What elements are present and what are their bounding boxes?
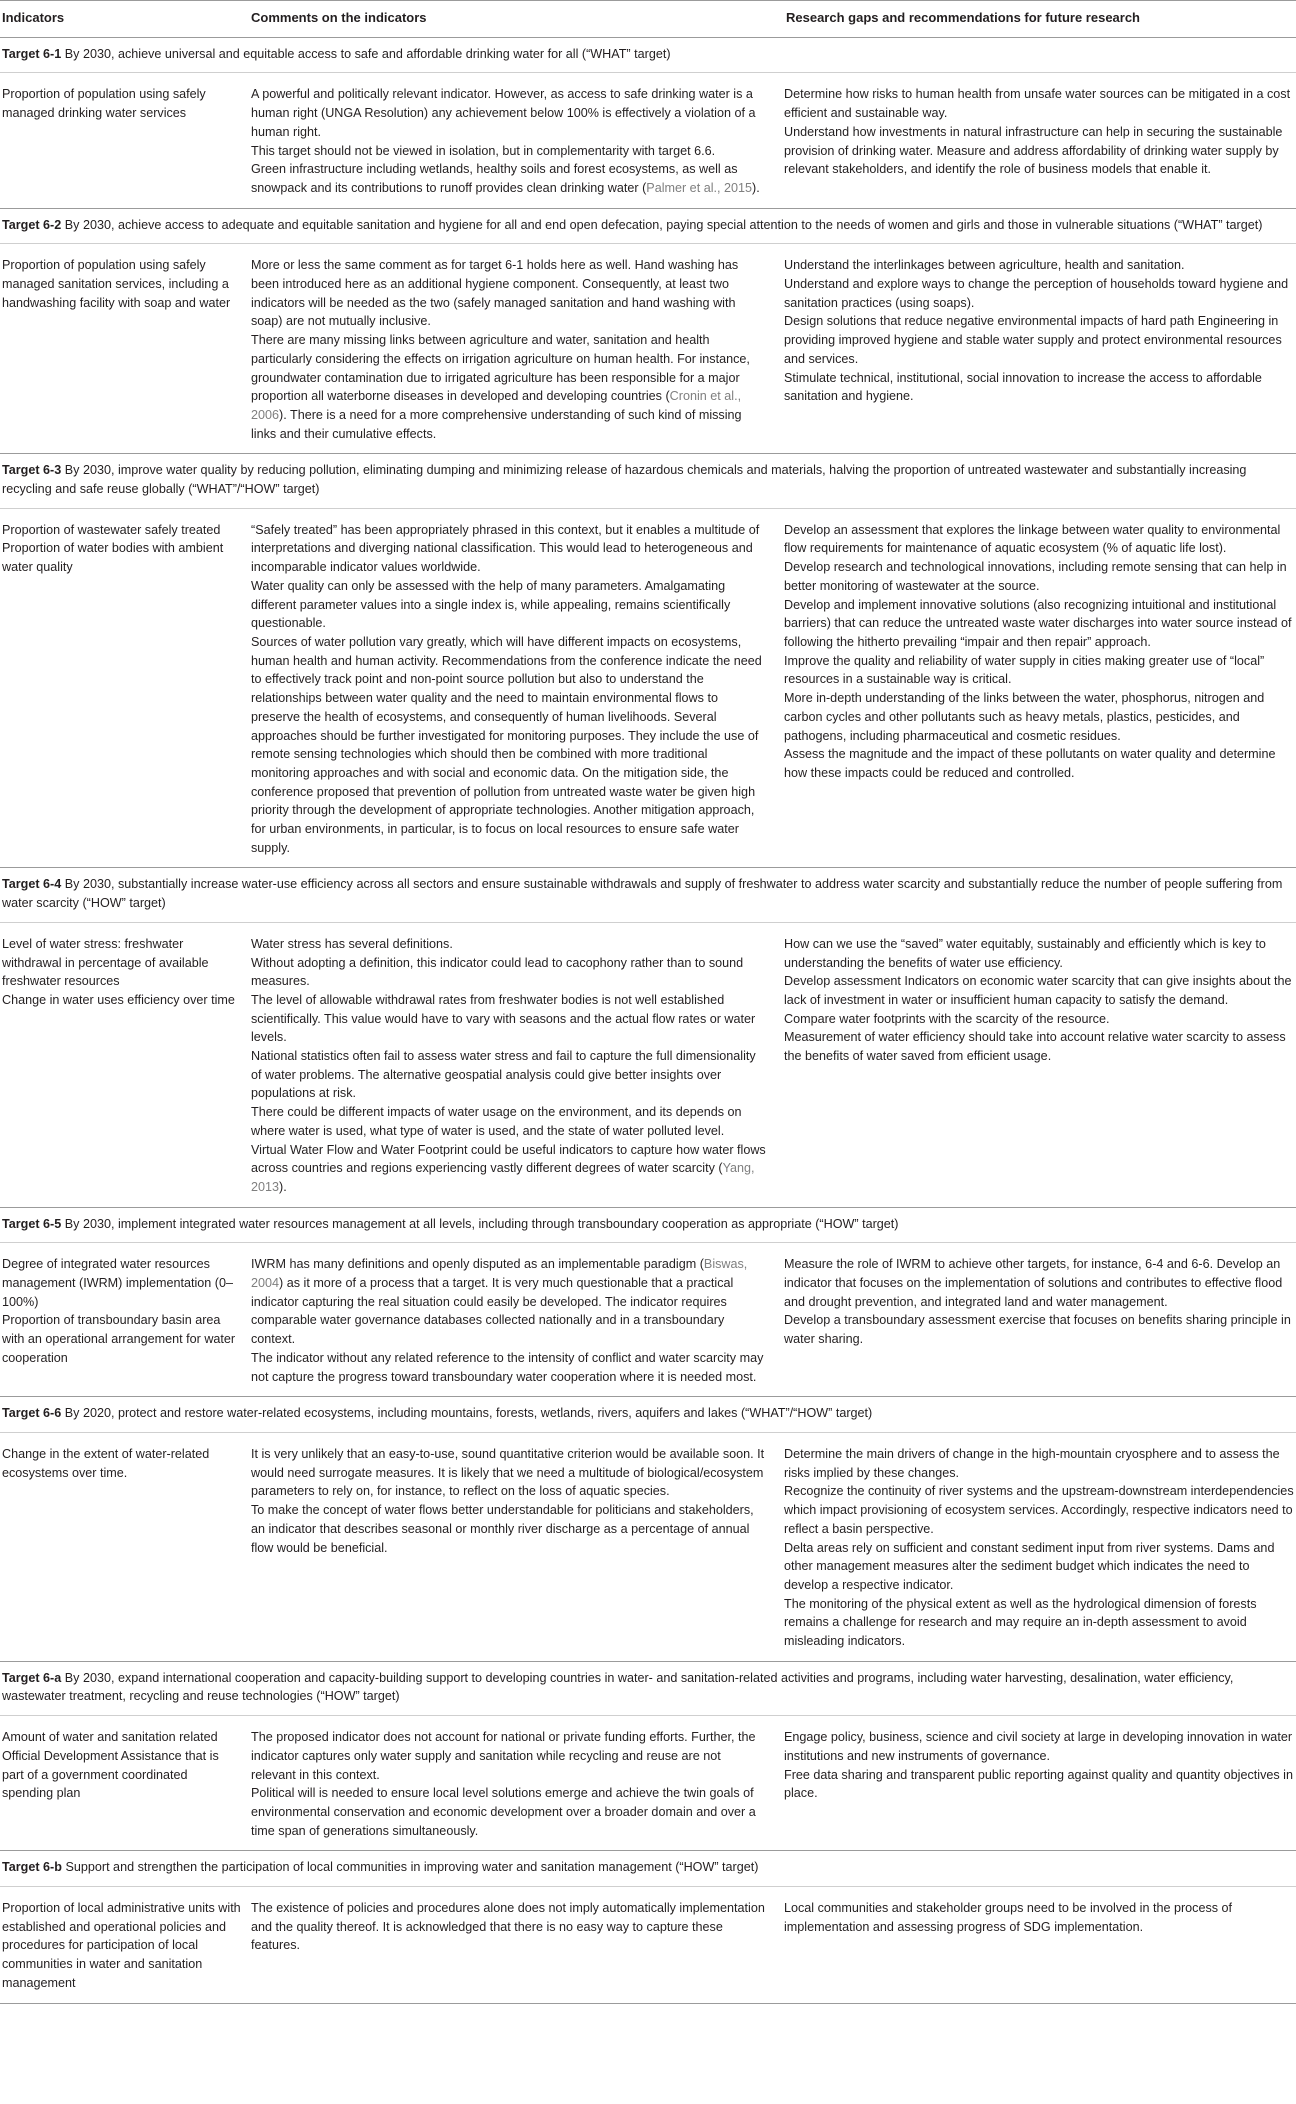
target-heading — [0, 208, 1296, 244]
table-row — [0, 1243, 1296, 1397]
target-label: Target 6-6 — [2, 1406, 62, 1421]
research-paragraph: Understand the interlinkages between agriculture, health and sanitation. — [784, 258, 1185, 273]
target-label: Target 6-2 — [2, 217, 62, 232]
comment-paragraph: There are many missing links between agriculture and water, sanitation and health particularly considering the effects on irrigation agriculture on human health. For instance, groundwater contamination due to irrigated agriculture has been responsible for a major proportion all waterborne diseases in developed and developing countries (Cronin et al., 2006). There is a need for a more comprehensive understanding of such kind of missing links and their cumulative effects. — [251, 333, 750, 441]
research-paragraph: Develop research and technological innovations, including remote sensing that can help in better monitoring of wastewater at the source. — [784, 560, 1287, 593]
citation-link[interactable]: Biswas, 2004 — [251, 1257, 748, 1291]
indicator-text: Proportion of population using safely managed sanitation services, including a handwashing facility with soap and water — [2, 258, 231, 310]
indicator-cell — [0, 508, 251, 868]
indicator-cell — [0, 1887, 251, 2004]
comments-cell — [251, 1433, 784, 1662]
research-paragraph: Stimulate technical, institutional, social innovation to increase the access to affordable sanitation and hygiene. — [784, 370, 1262, 404]
comment-paragraph: Without adopting a definition, this indicator could lead to cacophony rather than to sound measures. — [251, 955, 744, 989]
research-paragraph: Measure the role of IWRM to achieve other targets, for instance, 6-4 and 6-6. Develop an indicator that focuses on the implementation of solutions and contributes to effective flood and drought prevention, and integrated land and water management. — [784, 1257, 1283, 1309]
target-heading — [0, 1207, 1296, 1243]
table-row — [0, 508, 1296, 868]
comments-cell — [251, 1716, 784, 1851]
comment-paragraph: Water stress has several definitions. — [251, 936, 453, 951]
research-paragraph: Develop assessment Indicators on economic water scarcity that can give insights about the lack of investment in water or insufficient human capacity to satisfy the demand. — [784, 974, 1292, 1007]
table-row — [0, 922, 1296, 1207]
comments-cell — [251, 1887, 784, 2004]
target-row — [0, 1851, 1296, 1887]
indicator-text: Change in water uses efficiency over time — [2, 992, 235, 1007]
indicator-text: Proportion of wastewater safely treated Proportion of water bodies with ambient water quality — [2, 522, 224, 575]
comment-paragraph: “Safely treated” has been appropriately phrased in this context, but it enables a multitude of interpretations and diverging national classification. This would lead to heterogeneous and incomparable indicator values worldwide. — [251, 522, 760, 575]
target-text: By 2030, improve water quality by reducing pollution, eliminating dumping and minimizing release of hazardous chemicals and materials, halving the proportion of untreated wastewater and substantially increasing recycling and safe reuse globally (“WHAT”/“HOW” target) — [2, 463, 1247, 497]
comment-paragraph: The existence of policies and procedures alone does not imply automatically implementation and the quality thereof. It is acknowledged that there is no easy way to capture these features. — [251, 1901, 765, 1953]
table-row — [0, 1887, 1296, 2004]
indicator-text: Proportion of transboundary basin area with an operational arrangement for water cooperation — [2, 1313, 236, 1365]
target-label: Target 6-a — [2, 1670, 62, 1685]
table-row — [0, 244, 1296, 454]
target-row — [0, 1207, 1296, 1243]
target-heading — [0, 1397, 1296, 1433]
target-label: Target 6-5 — [2, 1216, 62, 1231]
research-paragraph: Measurement of water efficiency should take into account relative water scarcity to assess the benefits of water saved from efficient usage. — [784, 1030, 1286, 1064]
research-paragraph: Understand how investments in natural infrastructure can help in securing the sustainable provision of drinking water. Measure and address affordability of drinking water supply by relevant stakeholders, and identify the role of business models that enable it. — [784, 124, 1283, 177]
table-row — [0, 1433, 1296, 1662]
research-paragraph: Determine the main drivers of change in the high-mountain cryosphere and to assess the risks implied by these changes. — [784, 1447, 1280, 1480]
target-text: By 2020, protect and restore water-related ecosystems, including mountains, forests, wetlands, rivers, aquifers and lakes (“WHAT”/“HOW” target) — [64, 1406, 873, 1421]
target-label: Target 6-b — [2, 1860, 62, 1875]
indicator-text: Degree of integrated water resources management (IWRM) implementation (0–100%) — [2, 1257, 233, 1309]
research-paragraph: Free data sharing and transparent public reporting against quality and quantity objectives in place. — [784, 1767, 1293, 1801]
comment-paragraph: A powerful and politically relevant indicator. However, as access to safe drinking water is a human right (UNGA Resolution) any achievement below 100% is effectively a violation of a human right. — [251, 87, 756, 139]
comment-paragraph: IWRM has many definitions and openly disputed as an implementable paradigm (Biswas, 2004) as it more of a process that a target. It is very much questionable that a practical indicator capturing the real situation could easily be developed. The indicator requires comparable water governance databases collected nationally and in a transboundary context. — [251, 1257, 748, 1347]
research-paragraph: Develop a transboundary assessment exercise that focuses on benefits sharing principle in water sharing. — [784, 1313, 1291, 1347]
target-row — [0, 1397, 1296, 1433]
header-comments: Comments on the indicators — [251, 1, 784, 38]
table-row — [0, 1716, 1296, 1851]
research-cell — [784, 922, 1296, 1207]
research-paragraph: Local communities and stakeholder groups need to be involved in the process of implementation and assessing progress of SDG implementation. — [784, 1901, 1233, 1934]
comment-paragraph: Green infrastructure including wetlands, healthy soils and forest ecosystems, as well as snowpack and its contributions to runoff provides clean drinking water (Palmer et al., 2015). — [251, 162, 760, 195]
comment-paragraph: More or less the same comment as for target 6-1 holds here as well. Hand washing has been introduced here as an additional hygiene component. Consequently, at least two indicators will be needed as the two (safely managed sanitation and hand washing with soap) are not mutually inclusive. — [251, 258, 739, 329]
comments-cell — [251, 922, 784, 1207]
research-paragraph: Determine how risks to human health from unsafe water sources can be mitigated in a cost efficient and sustainable way. — [784, 87, 1291, 121]
target-row — [0, 868, 1296, 922]
indicator-cell — [0, 1433, 251, 1662]
target-text: By 2030, substantially increase water-use efficiency across all sectors and ensure sustainable withdrawals and supply of freshwater to address water scarcity and substantially reduce the number of people suffering from water scarcity (“HOW” target) — [2, 877, 1283, 911]
header-research: Research gaps and recommendations for future research — [784, 1, 1296, 38]
citation-link[interactable]: Yang, 2013 — [251, 1161, 755, 1194]
target-text: By 2030, achieve access to adequate and equitable sanitation and hygiene for all and end open defecation, paying special attention to the needs of women and girls and those in vulnerable situations (“WHAT” target) — [64, 217, 1263, 232]
research-cell — [784, 1433, 1296, 1662]
target-row — [0, 208, 1296, 244]
research-paragraph: Improve the quality and reliability of water supply in cities making greater use of “local” resources in a sustainable way is critical. — [784, 653, 1265, 687]
research-paragraph: Delta areas rely on sufficient and constant sediment input from river systems. Dams and other management measures alter the sediment budget which indicates the need to develop a respective indicator. — [784, 1540, 1275, 1592]
comment-paragraph: There could be different impacts of water usage on the environment, and its depends on where water is used, what type of water is used, and the state of water polluted level. — [251, 1105, 742, 1138]
indicator-text: Change in the extent of water-related ecosystems over time. — [2, 1447, 210, 1480]
table-row — [0, 73, 1296, 208]
research-paragraph: The monitoring of the physical extent as well as the hydrological dimension of forests remains a challenge for research and may require an in-depth assessment to avoid misleading indicators. — [784, 1596, 1257, 1649]
target-text: By 2030, implement integrated water resources management at all levels, including through transboundary cooperation as appropriate (“HOW” target) — [64, 1216, 899, 1231]
research-cell — [784, 73, 1296, 208]
comment-paragraph: Virtual Water Flow and Water Footprint could be useful indicators to capture how water flows across countries and regions experiencing vastly different degrees of water scarcity (Yang, 2013). — [251, 1142, 766, 1194]
target-label: Target 6-4 — [2, 877, 62, 892]
target-label: Target 6-3 — [2, 463, 62, 478]
research-paragraph: Recognize the continuity of river systems and the upstream-downstream interdependencies which impact provisioning of ecosystem services. Accordingly, respective indicators need to reflect a basin perspective. — [784, 1484, 1294, 1536]
comment-paragraph: Water quality can only be assessed with the help of many parameters. Amalgamating different parameter values into a single index is, while appealing, remains scientifically questionable. — [251, 578, 731, 631]
citation-link[interactable]: Palmer et al., 2015 — [646, 180, 753, 195]
research-cell — [784, 1243, 1296, 1397]
research-cell — [784, 1716, 1296, 1851]
comments-cell — [251, 73, 784, 208]
comments-cell — [251, 1243, 784, 1397]
indicator-cell — [0, 244, 251, 454]
target-heading — [0, 37, 1296, 73]
indicator-text: Proportion of local administrative units with established and operational policies and procedures for participation of local communities in water and sanitation management — [2, 1901, 241, 1990]
research-paragraph: Develop and implement innovative solutions (also recognizing intuitional and institutional barriers) that can reduce the untreated waste water discharges into water source instead of following the hitherto prevailing “impair and then repair” approach. — [784, 597, 1292, 649]
comments-cell — [251, 244, 784, 454]
comment-paragraph: Political will is needed to ensure local level solutions emerge and achieve the twin goals of environmental conservation and economic development over a broader domain and over a time span of generations simultaneously. — [251, 1786, 756, 1838]
research-cell — [784, 244, 1296, 454]
target-text: By 2030, achieve universal and equitable access to safe and affordable drinking water for all (“WHAT” target) — [64, 46, 671, 61]
research-paragraph: More in-depth understanding of the links between the water, phosphorus, nitrogen and carbon cycles and other pollutants such as heavy metals, plastics, pesticides, and pathogens, including pharmaceutical and cosmetic residues. — [784, 691, 1265, 743]
indicator-text: Level of water stress: freshwater withdrawal in percentage of available freshwater resources — [2, 936, 209, 989]
comment-paragraph: This target should not be viewed in isolation, but in complementarity with target 6.6. — [251, 143, 716, 158]
research-cell — [784, 508, 1296, 868]
research-paragraph: Develop an assessment that explores the linkage between water quality to environmental flow requirements for maintenance of aquatic ecosystem (% of aquatic life lost). — [784, 522, 1281, 556]
target-row — [0, 454, 1296, 508]
target-row — [0, 37, 1296, 73]
research-cell — [784, 1887, 1296, 2004]
research-paragraph: Engage policy, business, science and civil society at large in developing innovation in water institutions and new instruments of governance. — [784, 1730, 1293, 1763]
target-text: By 2030, expand international cooperation and capacity-building support to developing countries in water- and sanitation-related activities and programs, including water harvesting, desalination, water efficiency, wastewater treatment, recycling and reuse technologies (“HOW” target) — [2, 1670, 1234, 1704]
indicator-text: Proportion of population using safely managed drinking water services — [2, 87, 206, 121]
indicator-cell — [0, 1716, 251, 1851]
target-text: Support and strengthen the participation of local communities in improving water and sanitation management (“HOW” target) — [65, 1860, 759, 1875]
research-paragraph: Compare water footprints with the scarcity of the resource. — [784, 1011, 1110, 1026]
indicator-cell — [0, 922, 251, 1207]
comment-paragraph: To make the concept of water flows better understandable for politicians and stakeholders, an indicator that describes seasonal or monthly river discharge as a percentage of annual flow would be beneficial. — [251, 1503, 754, 1555]
research-paragraph: How can we use the “saved” water equitably, sustainably and efficiently which is key to understanding the benefits of water use efficiency. — [784, 936, 1266, 970]
research-paragraph: Assess the magnitude and the impact of these pollutants on water quality and determine how these impacts could be reduced and controlled. — [784, 747, 1276, 780]
indicator-cell — [0, 73, 251, 208]
indicator-text: Amount of water and sanitation related Official Development Assistance that is part of a government coordinated spending plan — [2, 1730, 219, 1801]
target-row — [0, 1661, 1296, 1715]
comment-paragraph: National statistics often fail to assess water stress and fail to capture the full dimensionality of water problems. The alternative geospatial analysis could give better insights over populations at risk. — [251, 1049, 756, 1101]
comment-paragraph: It is very unlikely that an easy-to-use, sound quantitative criterion would be available soon. It would need surrogate measures. It is likely that we need a multitude of biological/ecosystem parameters to rely on, for instance, to reflect on the loss of aquatic species. — [251, 1447, 765, 1499]
comment-paragraph: The proposed indicator does not account for national or private funding efforts. Further, the indicator captures only water supply and sanitation while recycling and reuse are not relevant in this context. — [251, 1730, 756, 1782]
target-heading — [0, 454, 1296, 508]
target-label: Target 6-1 — [2, 46, 62, 61]
target-heading — [0, 868, 1296, 922]
table-header — [0, 1, 1296, 38]
header-indicators: Indicators — [0, 1, 251, 38]
comment-paragraph: The level of allowable withdrawal rates from freshwater bodies is not well established scientifically. This value would have to vary with seasons and the actual flow rates or water levels. — [251, 992, 756, 1045]
indicator-cell — [0, 1243, 251, 1397]
comments-cell — [251, 508, 784, 868]
target-heading — [0, 1661, 1296, 1715]
citation-link[interactable]: Cronin et al., 2006 — [251, 389, 742, 422]
research-paragraph: Design solutions that reduce negative environmental impacts of hard path Engineering in providing improved hygiene and stable water supply and protect environmental resources and services. — [784, 314, 1282, 366]
target-heading — [0, 1851, 1296, 1887]
research-paragraph: Understand and explore ways to change the perception of households toward hygiene and sanitation practices (using soaps). — [784, 277, 1289, 310]
comment-paragraph: Sources of water pollution vary greatly, which will have different impacts on ecosystems, human health and human activity. Recommendations from the conference indicate the need to effectively track point and non-point source pollution but also to understand the relationships between water quality and the need to maintain environmental flows to preserve the health of ecosystems, and consequently of human livelihoods. Several approaches should be further investigated for monitoring purposes. They include the use of remote sensing technologies which should then be combined with more traditional monitoring approaches and with social and economic data. On the mitigation side, the conference proposed that prevention of pollution from untreated waste water be given high priority through the development of appropriate technologies. Another mitigation approach, for urban environments, in particular, is to focus on local resources to ensure safe water supply. — [251, 634, 762, 855]
comment-paragraph: The indicator without any related reference to the intensity of conflict and water scarcity may not capture the progress toward transboundary water cooperation where it is needed most. — [251, 1350, 764, 1384]
